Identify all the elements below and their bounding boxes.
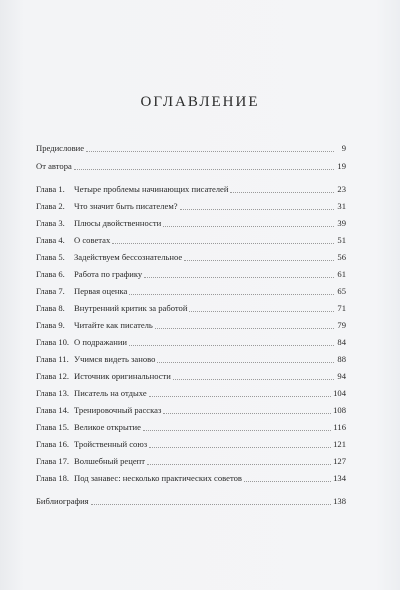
toc-page-number: 51 <box>337 235 346 245</box>
toc-page-number: 134 <box>333 473 346 483</box>
page-title: ОГЛАВЛЕНИЕ <box>140 94 260 110</box>
dot-leader <box>163 405 331 414</box>
dot-leader <box>129 286 334 295</box>
toc-row-chapter <box>36 268 346 281</box>
dot-leader <box>173 371 334 380</box>
toc-page-number: 94 <box>337 371 346 381</box>
toc-entry-title: Предисловие <box>36 143 85 153</box>
toc-entry-title: Источник оригинальности <box>74 371 171 381</box>
chapter-number: Глава 1. <box>36 184 65 194</box>
toc-entry-title: Первая оценка <box>74 286 128 296</box>
toc-row-chapter <box>36 421 346 434</box>
toc-row-chapter <box>36 217 346 230</box>
toc-entry-title: От автора <box>36 161 72 171</box>
toc-entry-title: Задействуем бессознательное <box>74 252 183 262</box>
dot-leader <box>149 388 331 397</box>
chapter-number: Глава 10. <box>36 337 70 347</box>
toc-row-chapter <box>36 455 346 468</box>
dot-leader <box>180 201 334 210</box>
toc-page-number: 23 <box>337 184 346 194</box>
chapter-number: Глава 8. <box>36 303 65 313</box>
toc-row-chapter <box>36 353 346 366</box>
toc-row-foreword <box>36 142 346 155</box>
dot-leader <box>91 496 331 505</box>
toc-page-number: 108 <box>333 405 346 415</box>
toc-page-number: 79 <box>337 320 346 330</box>
chapter-number: Глава 15. <box>36 422 70 432</box>
toc-page-number: 31 <box>337 201 346 211</box>
chapter-number: Глава 18. <box>36 473 70 483</box>
toc-entry-title: Библиография <box>36 496 89 506</box>
toc-page-number: 138 <box>333 496 346 506</box>
toc-page-number: 121 <box>333 439 346 449</box>
dot-leader <box>129 337 334 346</box>
toc-entry-title: Тренировочный рассказ <box>74 405 162 415</box>
dot-leader <box>163 218 334 227</box>
toc-entry-title: Писатель на отдыхе <box>74 388 147 398</box>
dot-leader <box>147 456 331 465</box>
chapter-number: Глава 13. <box>36 388 70 398</box>
toc-entry-title: Работа по графику <box>74 269 143 279</box>
dot-leader <box>157 354 334 363</box>
toc-page-number: 19 <box>337 161 346 171</box>
chapter-number: Глава 16. <box>36 439 70 449</box>
toc-row-chapter <box>36 200 346 213</box>
chapter-number: Глава 9. <box>36 320 65 330</box>
toc-page-number: 88 <box>337 354 346 364</box>
toc-page-number: 127 <box>333 456 346 466</box>
toc-entry-title: О подражании <box>74 337 128 347</box>
dot-leader <box>155 320 334 329</box>
toc-page-number: 39 <box>337 218 346 228</box>
toc-row-chapter <box>36 387 346 400</box>
toc-row-chapter <box>36 336 346 349</box>
chapter-number: Глава 14. <box>36 405 70 415</box>
toc-page-number: 71 <box>337 303 346 313</box>
toc-page-number: 116 <box>333 422 346 432</box>
dot-leader <box>244 473 331 482</box>
toc-entry-title: Учимся видеть заново <box>74 354 156 364</box>
toc-entry-title: Что значит быть писателем? <box>74 201 178 211</box>
chapter-number: Глава 3. <box>36 218 65 228</box>
toc-entry-title: Волшебный рецепт <box>74 456 146 466</box>
toc-row-chapter <box>36 438 346 451</box>
dot-leader <box>74 161 334 170</box>
toc-entry-title: Тройственный союз <box>74 439 148 449</box>
dot-leader <box>144 269 334 278</box>
toc-row-from-author <box>36 160 346 173</box>
toc-row-chapter <box>36 472 346 485</box>
toc-page-number: 104 <box>333 388 346 398</box>
toc-entry-title: Внутренний критик за работой <box>74 303 188 313</box>
toc-row-chapter <box>36 285 346 298</box>
chapter-number: Глава 5. <box>36 252 65 262</box>
toc-row-chapter <box>36 183 346 196</box>
toc-page-number: 61 <box>337 269 346 279</box>
chapter-number: Глава 17. <box>36 456 70 466</box>
toc-list <box>36 0 346 590</box>
toc-row-chapter <box>36 251 346 264</box>
chapter-number: Глава 4. <box>36 235 65 245</box>
toc-row-bibliography <box>36 495 346 508</box>
chapter-number: Глава 6. <box>36 269 65 279</box>
dot-leader <box>230 184 334 193</box>
dot-leader <box>149 439 331 448</box>
toc-entry-title: Плюсы двойственности <box>74 218 162 228</box>
toc-row-chapter <box>36 234 346 247</box>
dot-leader <box>143 422 332 431</box>
toc-row-chapter <box>36 302 346 315</box>
toc-page-number: 65 <box>337 286 346 296</box>
toc-row-chapter <box>36 404 346 417</box>
toc-page-number: 84 <box>337 337 346 347</box>
toc-entry-title: Под занавес: несколько практических советов <box>74 473 242 483</box>
dot-leader <box>189 303 334 312</box>
chapter-number: Глава 7. <box>36 286 65 296</box>
toc-row-chapter <box>36 319 346 332</box>
toc-entry-title: Читайте как писатель <box>74 320 153 330</box>
chapter-number: Глава 2. <box>36 201 65 211</box>
dot-leader <box>86 143 334 152</box>
toc-row-chapter <box>36 370 346 383</box>
dot-leader <box>112 235 334 244</box>
chapter-number: Глава 11. <box>36 354 69 364</box>
toc-entry-title: О советах <box>74 235 111 245</box>
toc-entry-title: Великое открытие <box>74 422 141 432</box>
chapter-number: Глава 12. <box>36 371 70 381</box>
toc-entry-title: Четыре проблемы начинающих писателей <box>74 184 229 194</box>
toc-page-number: 9 <box>341 143 346 153</box>
toc-page-number: 56 <box>337 252 346 262</box>
dot-leader <box>184 252 334 261</box>
